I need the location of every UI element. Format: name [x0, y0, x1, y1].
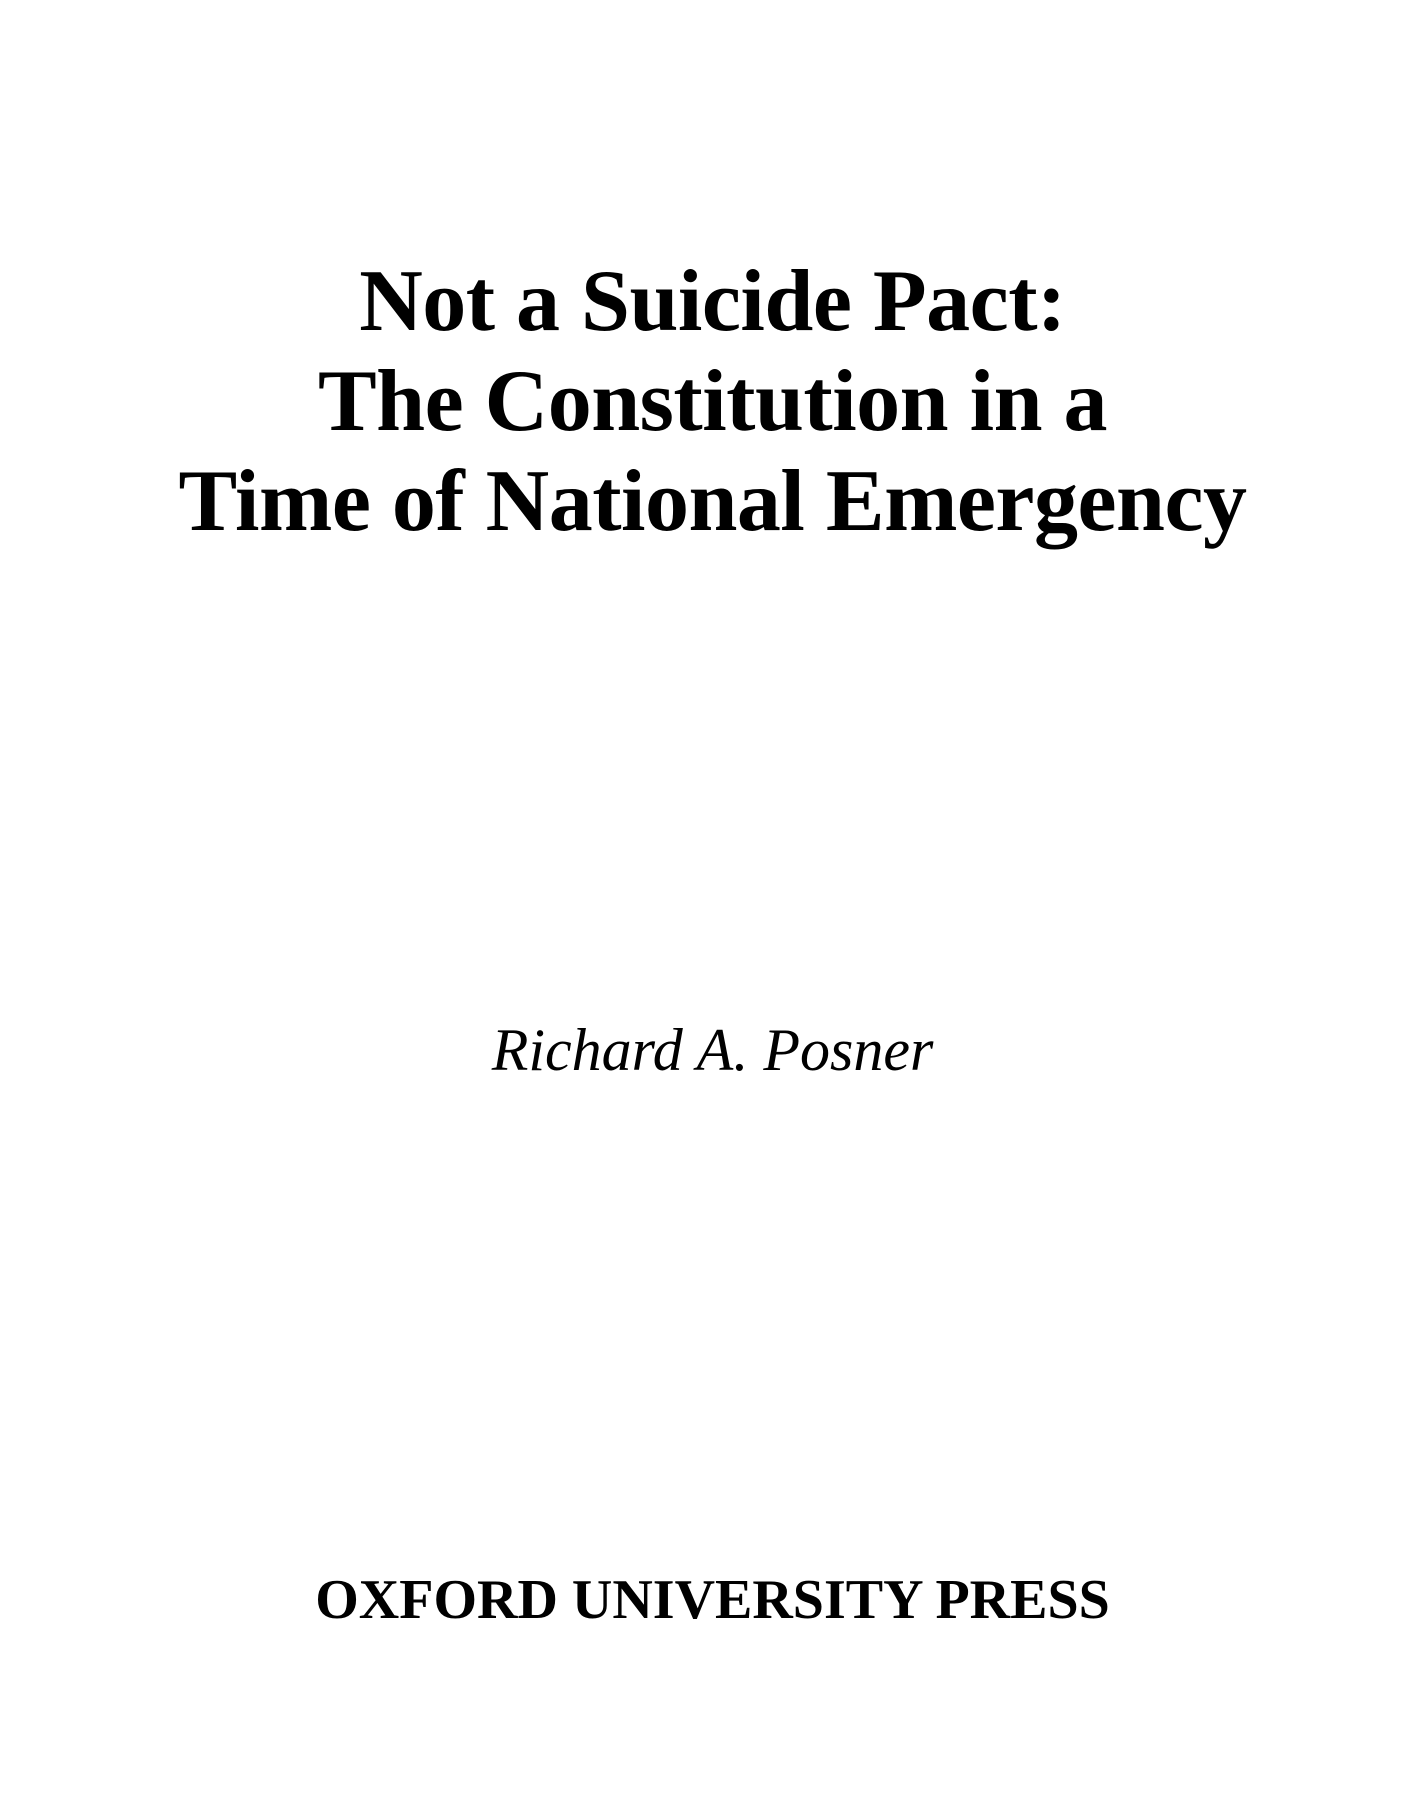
title-line-2: The Constitution in a	[317, 353, 1108, 450]
title-line-3: Time of National Emergency	[178, 453, 1247, 550]
publisher-name: OXFORD UNIVERSITY PRESS	[315, 1569, 1110, 1631]
title-line-1: Not a Suicide Pact:	[359, 253, 1066, 350]
book-title	[0, 252, 1425, 552]
author-name: Richard A. Posner	[491, 1017, 934, 1083]
